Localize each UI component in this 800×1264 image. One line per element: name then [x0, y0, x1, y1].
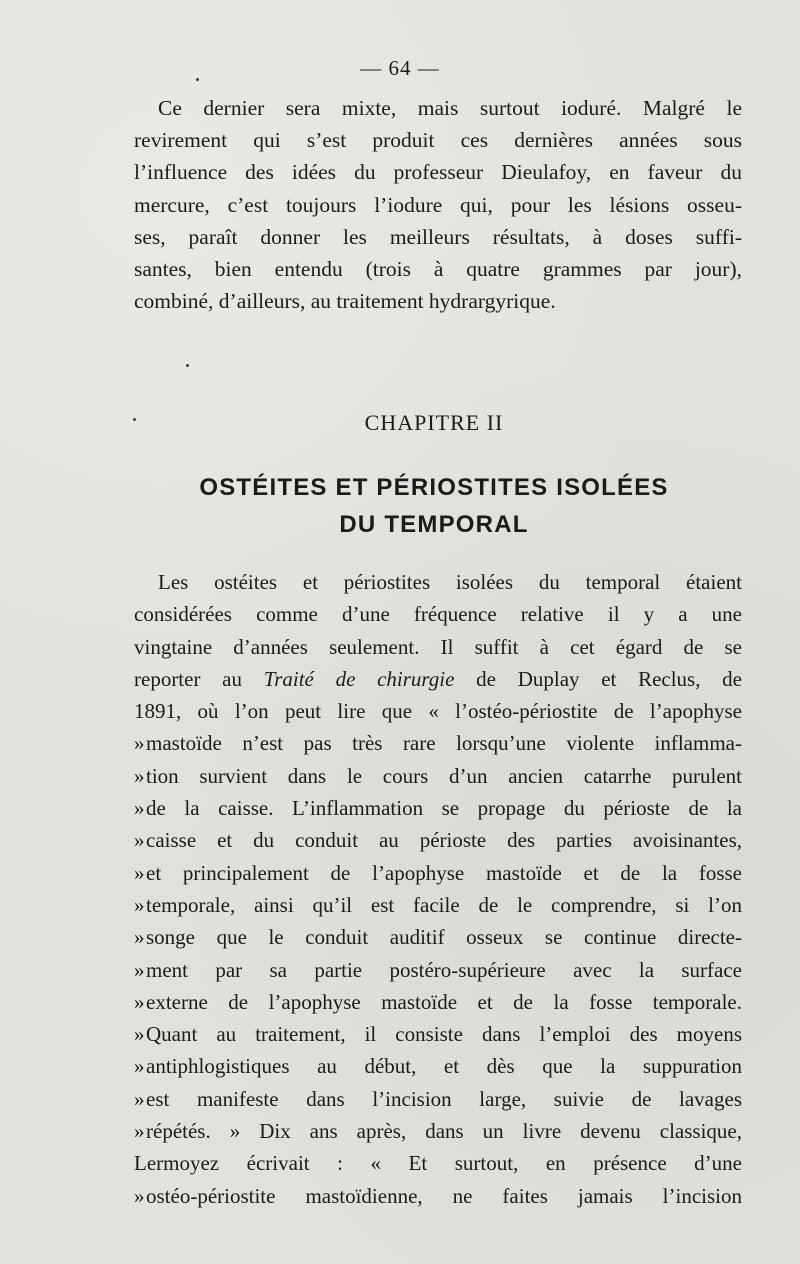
- quoted-line: [134, 824, 742, 856]
- quote-mark: »: [134, 1119, 145, 1144]
- quoted-line: [134, 986, 742, 1018]
- ink-speck: [186, 364, 189, 367]
- ink-speck: [133, 418, 136, 421]
- quoted-text: est manifeste dans l’incision large, suivie de lavages: [146, 1086, 742, 1111]
- chapter-title-line-1: OSTÉITES ET PÉRIOSTITES ISOLÉES: [199, 474, 669, 501]
- quote-mark: »: [134, 1022, 145, 1047]
- text-run: de Duplay et Reclus, de: [476, 666, 742, 691]
- paragraph-line: vingtaine d’années seulement. Il suffit à cet égard de se: [134, 634, 742, 659]
- ink-speck: [196, 78, 199, 81]
- quoted-line: [134, 921, 742, 953]
- book-title: Traité de chirurgie: [263, 666, 455, 691]
- quoted-text: songe que le conduit auditif osseux se continue directe-: [146, 925, 742, 950]
- quoted-line: [134, 760, 742, 792]
- paragraph-line: l’influence des idées du professeur Dieulafoy, en faveur du: [134, 160, 742, 185]
- paragraph-2: [134, 566, 742, 1212]
- quoted-text: ment par sa partie postéro-supérieure avec la surface: [146, 957, 742, 982]
- quoted-text: ostéo-périostite mastoïdienne, ne faites jamais l’incision: [146, 1183, 742, 1208]
- paragraph-line: revirement qui s’est produit ces dernières années sous: [134, 128, 742, 153]
- quote-mark: »: [134, 925, 145, 950]
- quote-mark: »: [134, 1054, 145, 1079]
- quoted-text: de la caisse. L’inflammation se propage du périoste de la: [146, 796, 742, 821]
- paragraph-line: [134, 663, 742, 695]
- quoted-text: caisse et du conduit au périoste des parties avoisinantes,: [146, 828, 742, 853]
- paragraph-line: 1891, où l’on peut lire que « l’ostéo-périostite de l’apophyse: [134, 699, 742, 724]
- paragraph-line: ses, paraît donner les meilleurs résultats, à doses suffi-: [134, 224, 742, 249]
- paragraph-line: considérées comme d’une fréquence relative il y a une: [134, 602, 742, 627]
- quoted-line: [134, 1083, 742, 1115]
- quoted-text: et principalement de l’apophyse mastoïde et de la fosse: [146, 860, 742, 885]
- chapter-label: CHAPITRE II: [364, 410, 504, 435]
- paragraph-line: Ce dernier sera mixte, mais surtout ioduré. Malgré le: [158, 96, 742, 120]
- quote-mark: »: [134, 892, 145, 917]
- quoted-line: [134, 727, 742, 759]
- quoted-line: [134, 1180, 742, 1212]
- quoted-line: [134, 1115, 742, 1147]
- quoted-line: [134, 1018, 742, 1050]
- quoted-text: tion survient dans le cours d’un ancien catarrhe purulent: [146, 763, 742, 788]
- quoted-text: Quant au traitement, il consiste dans l’emploi des moyens: [146, 1022, 742, 1047]
- quote-mark: »: [134, 828, 145, 853]
- paragraph-1: [134, 92, 742, 317]
- quoted-text: antiphlogistiques au début, et dès que la suppuration: [146, 1054, 742, 1079]
- quoted-line: [134, 1050, 742, 1082]
- quote-mark: »: [134, 731, 145, 756]
- quoted-text: mastoïde n’est pas très rare lorsqu’une violente inflamma-: [146, 731, 742, 756]
- page-number: — 64 —: [360, 56, 440, 80]
- quoted-text: répétés. » Dix ans après, dans un livre devenu classique,: [146, 1119, 742, 1144]
- paragraph-line: mercure, c’est toujours l’iodure qui, pour les lésions osseu-: [134, 192, 742, 217]
- quoted-line: [134, 889, 742, 921]
- quote-mark: »: [134, 860, 145, 885]
- quoted-text: temporale, ainsi qu’il est facile de le comprendre, si l’on: [146, 892, 742, 917]
- quoted-line: [134, 954, 742, 986]
- quote-mark: »: [134, 957, 145, 982]
- quote-mark: »: [134, 763, 145, 788]
- paragraph-line: Les ostéites et périostites isolées du temporal étaient: [158, 570, 742, 594]
- quoted-text: externe de l’apophyse mastoïde et de la fosse temporale.: [146, 989, 742, 1014]
- quote-mark: »: [134, 1183, 145, 1208]
- text-run: reporter au: [134, 666, 242, 691]
- paragraph-line: Lermoyez écrivait : « Et surtout, en présence d’une: [134, 1151, 742, 1176]
- quote-mark: »: [134, 989, 145, 1014]
- quote-mark: »: [134, 796, 145, 821]
- quote-mark: »: [134, 1086, 145, 1111]
- paragraph-line: santes, bien entendu (trois à quatre grammes par jour),: [134, 257, 742, 282]
- quoted-line: [134, 857, 742, 889]
- paragraph-line: combiné, d’ailleurs, au traitement hydrargyrique.: [134, 289, 556, 314]
- quoted-line: [134, 792, 742, 824]
- chapter-title-line-2: DU TEMPORAL: [339, 511, 529, 538]
